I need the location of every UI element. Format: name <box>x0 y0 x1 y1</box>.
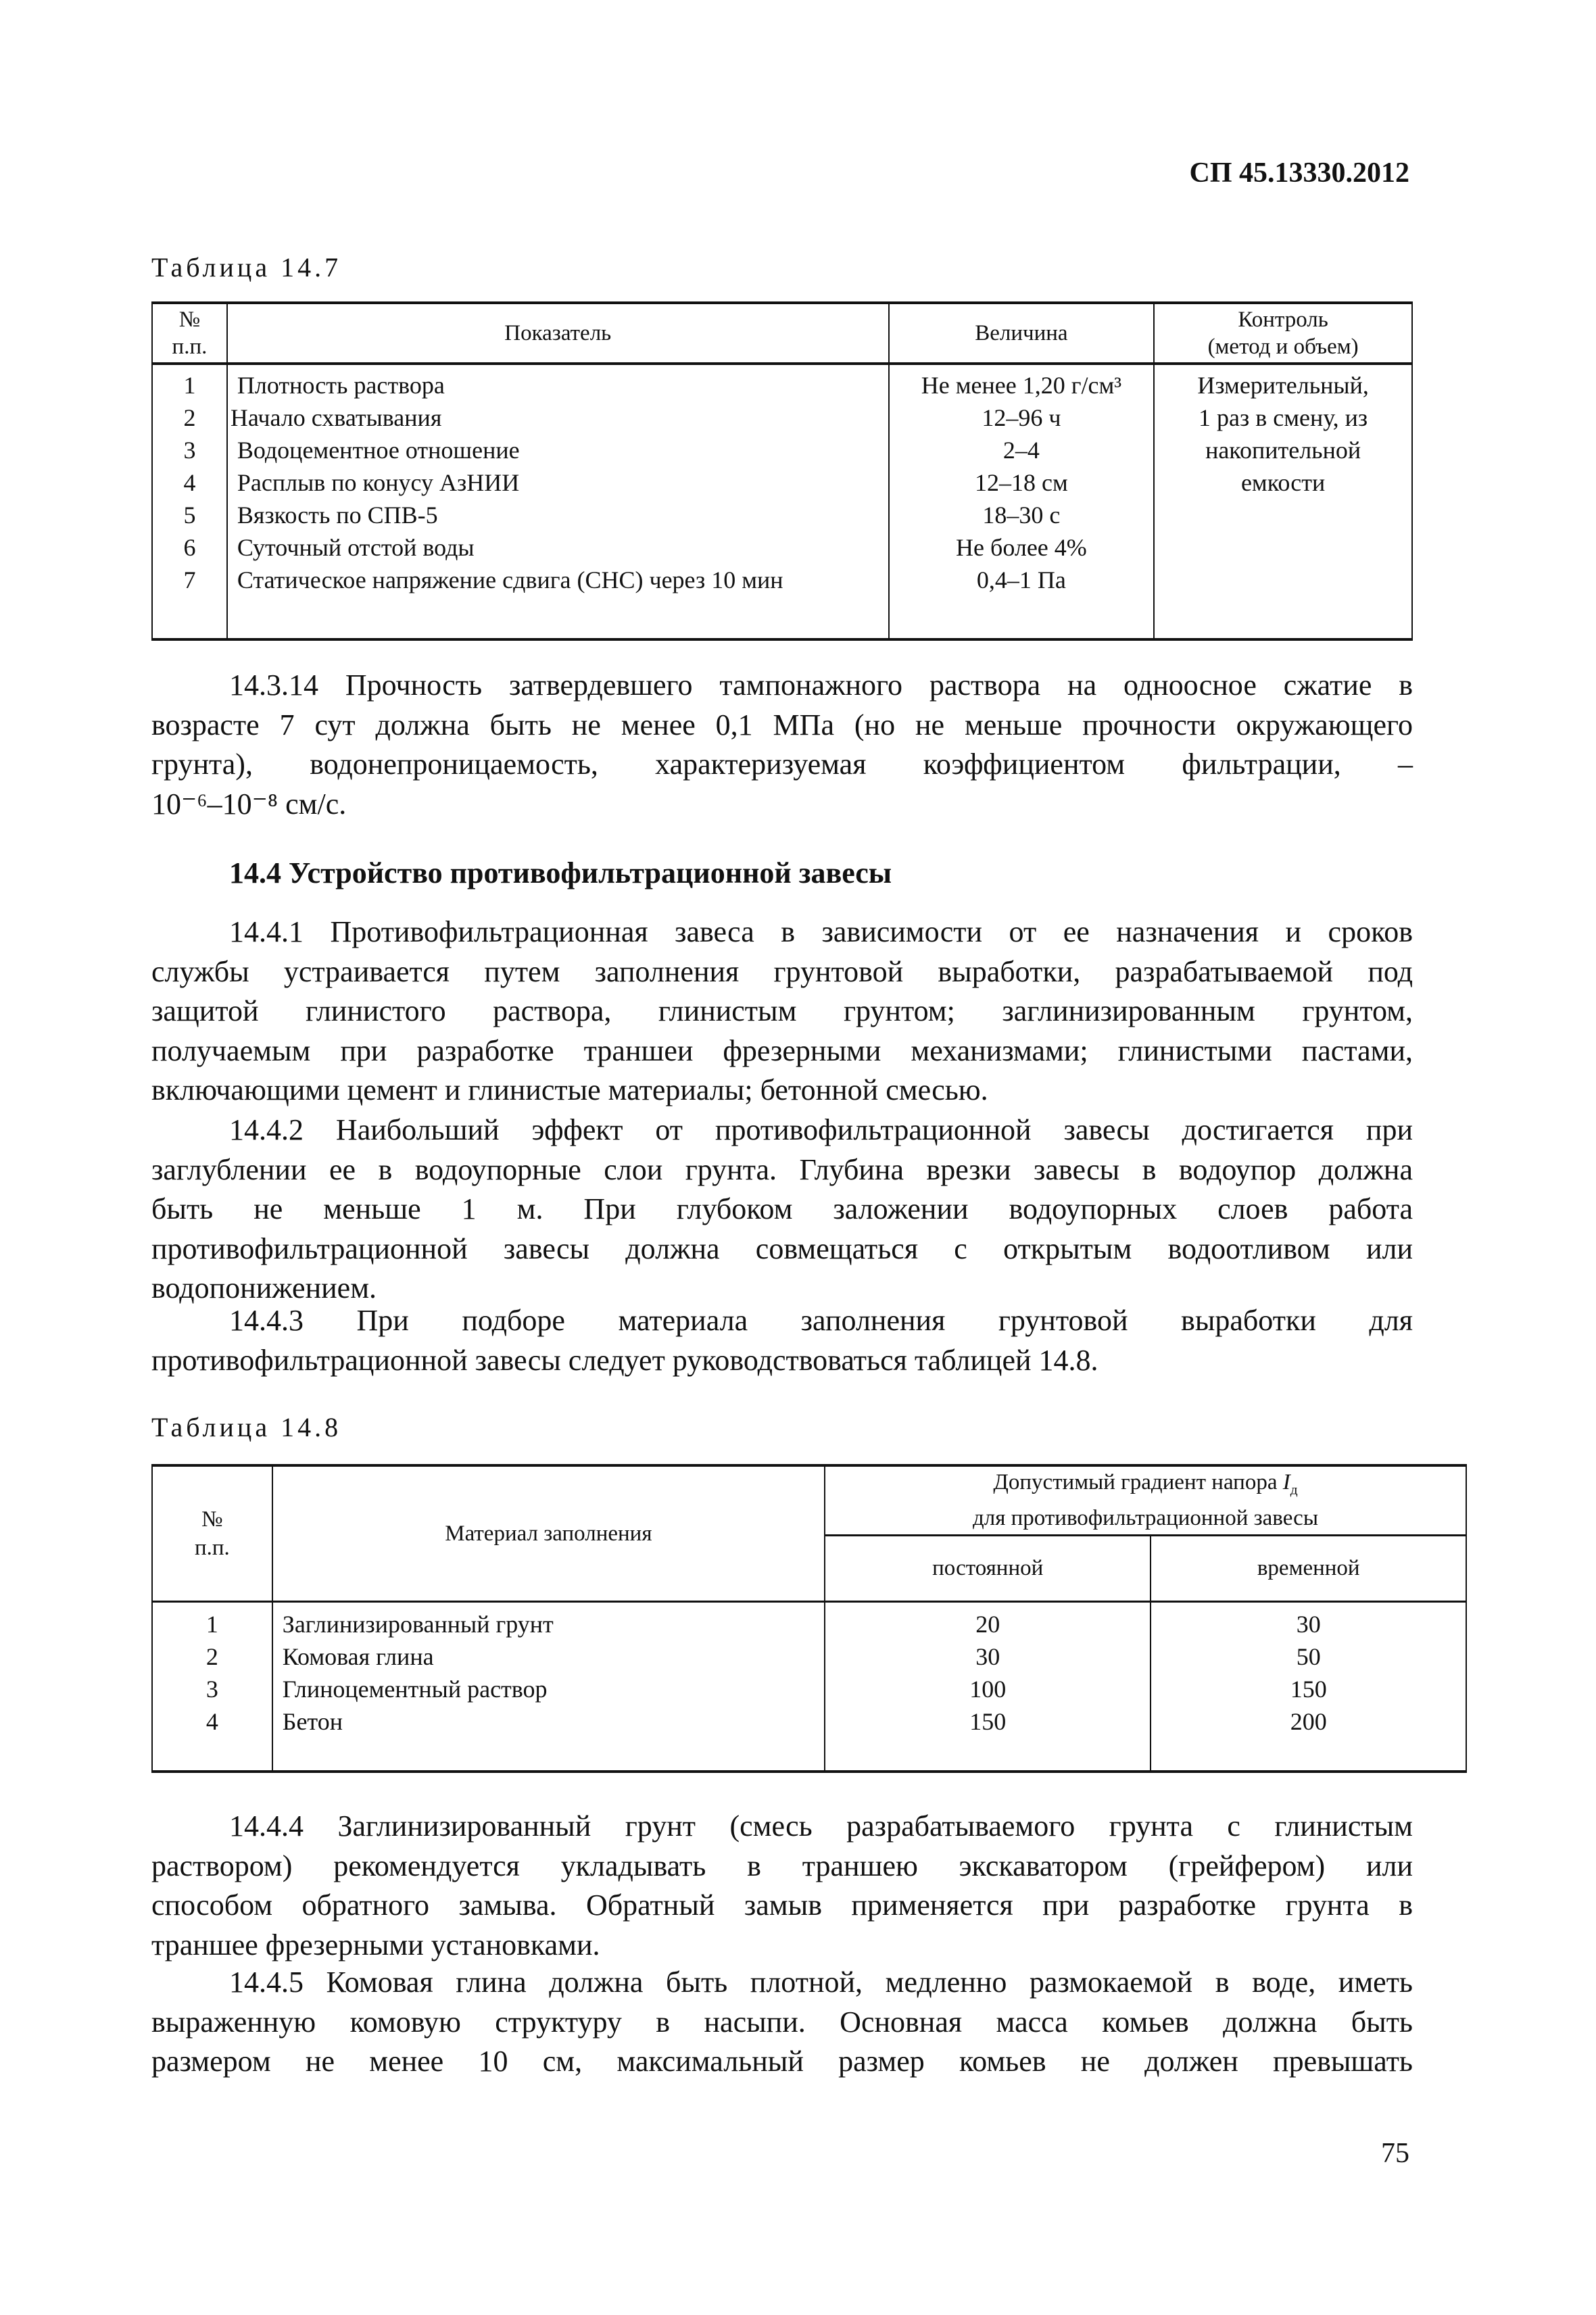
table-row: 5 Вязкость по СПВ-5 18–30 с <box>152 499 1412 531</box>
table-row: 1 Заглинизированный грунт 20 30 <box>152 1601 1466 1640</box>
table-row: 3 Водоцементное отношение 2–4 <box>152 434 1412 466</box>
paragraph-14-4-5: 14.4.5 Комовая глина должна быть плотной, медленно размокаемой в воде, иметь выраженную комовую структуру в насыпи. Основная масса комьев должна быть размером не менее 10 см, максимальный размер комьев не должен превышать <box>151 1966 1413 2078</box>
table-row: 7 Статическое напряжение сдвига (СНС) через 10 мин 0,4–1 Па <box>152 564 1412 596</box>
header-permanent: постоянной <box>825 1535 1151 1601</box>
table-14-8 <box>151 1464 1467 1773</box>
paragraph-14-4-3: 14.4.3 При подборе материала заполнения грунтовой выработки для противофильтрационной завесы следует руководствоваться таблицей 14.8. <box>151 1304 1413 1377</box>
paragraph-14-3-14: 14.3.14 Прочность затвердевшего тампонажного раствора на одноосное сжатие в возрасте 7 сут должна быть не менее 0,1 МПа (но не меньше прочности окружающего грунта), водонепроницаемость, характеризуемая коэффициентом фильтрации, – 10⁻⁶–10⁻⁸ см/с. <box>151 668 1413 821</box>
header-control: Контроль (метод и объем) <box>1154 303 1412 364</box>
page-number: 75 <box>1381 2138 1409 2169</box>
control-method: Измерительный, 1 раз в смену, из накопительной емкости <box>1154 364 1412 639</box>
table-row: 4 Бетон 150 200 <box>152 1705 1466 1738</box>
table-row: 6 Суточный отстой воды Не более 4% <box>152 531 1412 564</box>
header-indicator: Показатель <box>227 303 889 364</box>
header-num: № п.п. <box>152 1465 272 1601</box>
header-temporary: временной <box>1151 1535 1466 1601</box>
paragraph-14-4-1: 14.4.1 Противофильтрационная завеса в зависимости от ее назначения и сроков службы устраивается путем заполнения грунтовой выработки, разрабатываемой под защитой глинистого раствора, глинистым грунтом; заглинизированным грунтом, получаемым при разработке траншеи фрезерными механизмами; глинистыми пастами, включающими цемент и глинистые материалы; бетонной смесью. <box>151 915 1413 1107</box>
table-row: 2 Начало схватывания 12–96 ч <box>152 401 1412 434</box>
table-row: 3 Глиноцементный раствор 100 150 <box>152 1673 1466 1705</box>
document-code: СП 45.13330.2012 <box>1189 157 1409 189</box>
table-row: 2 Комовая глина 30 50 <box>152 1640 1466 1673</box>
table-14-7 <box>151 301 1413 641</box>
header-value: Величина <box>889 303 1155 364</box>
paragraph-14-4-4: 14.4.4 Заглинизированный грунт (смесь разрабатываемого грунта с глинистым раствором) рекомендуется укладывать в траншею экскаватором (грейфером) или способом обратного замыва. Обратный замыв применяется при разработке грунта в траншее фрезерными установками. <box>151 1809 1413 1961</box>
paragraph-14-4-2: 14.4.2 Наибольший эффект от противофильтрационной завесы достигается при заглублении ее в водоупорные слои грунта. Глубина врезки завесы в водоупор должна быть не меньше 1 м. При глубоком заложении водоупорных слоев работа противофильтрационной завесы должна совмещаться с открытым водоотливом или водопонижением. <box>151 1113 1413 1305</box>
header-gradient: Допустимый градиент напора $I_д$ для противофильтрационной завесы <box>825 1465 1466 1535</box>
table-row: 4 Расплыв по конусу АзНИИ 12–18 см <box>152 466 1412 499</box>
table-14-8-caption: Таблица 14.8 <box>151 1412 342 1442</box>
table-row: 1 Плотность раствора Не менее 1,20 г/см³ Измерительный, 1 раз в смену, из накопительной емкости <box>152 364 1412 401</box>
header-num: № п.п. <box>152 303 227 364</box>
header-material: Материал заполнения <box>272 1465 825 1601</box>
section-heading-14-4: 14.4 Устройство противофильтрационной завесы <box>229 856 892 890</box>
table-14-7-caption: Таблица 14.7 <box>151 252 342 283</box>
